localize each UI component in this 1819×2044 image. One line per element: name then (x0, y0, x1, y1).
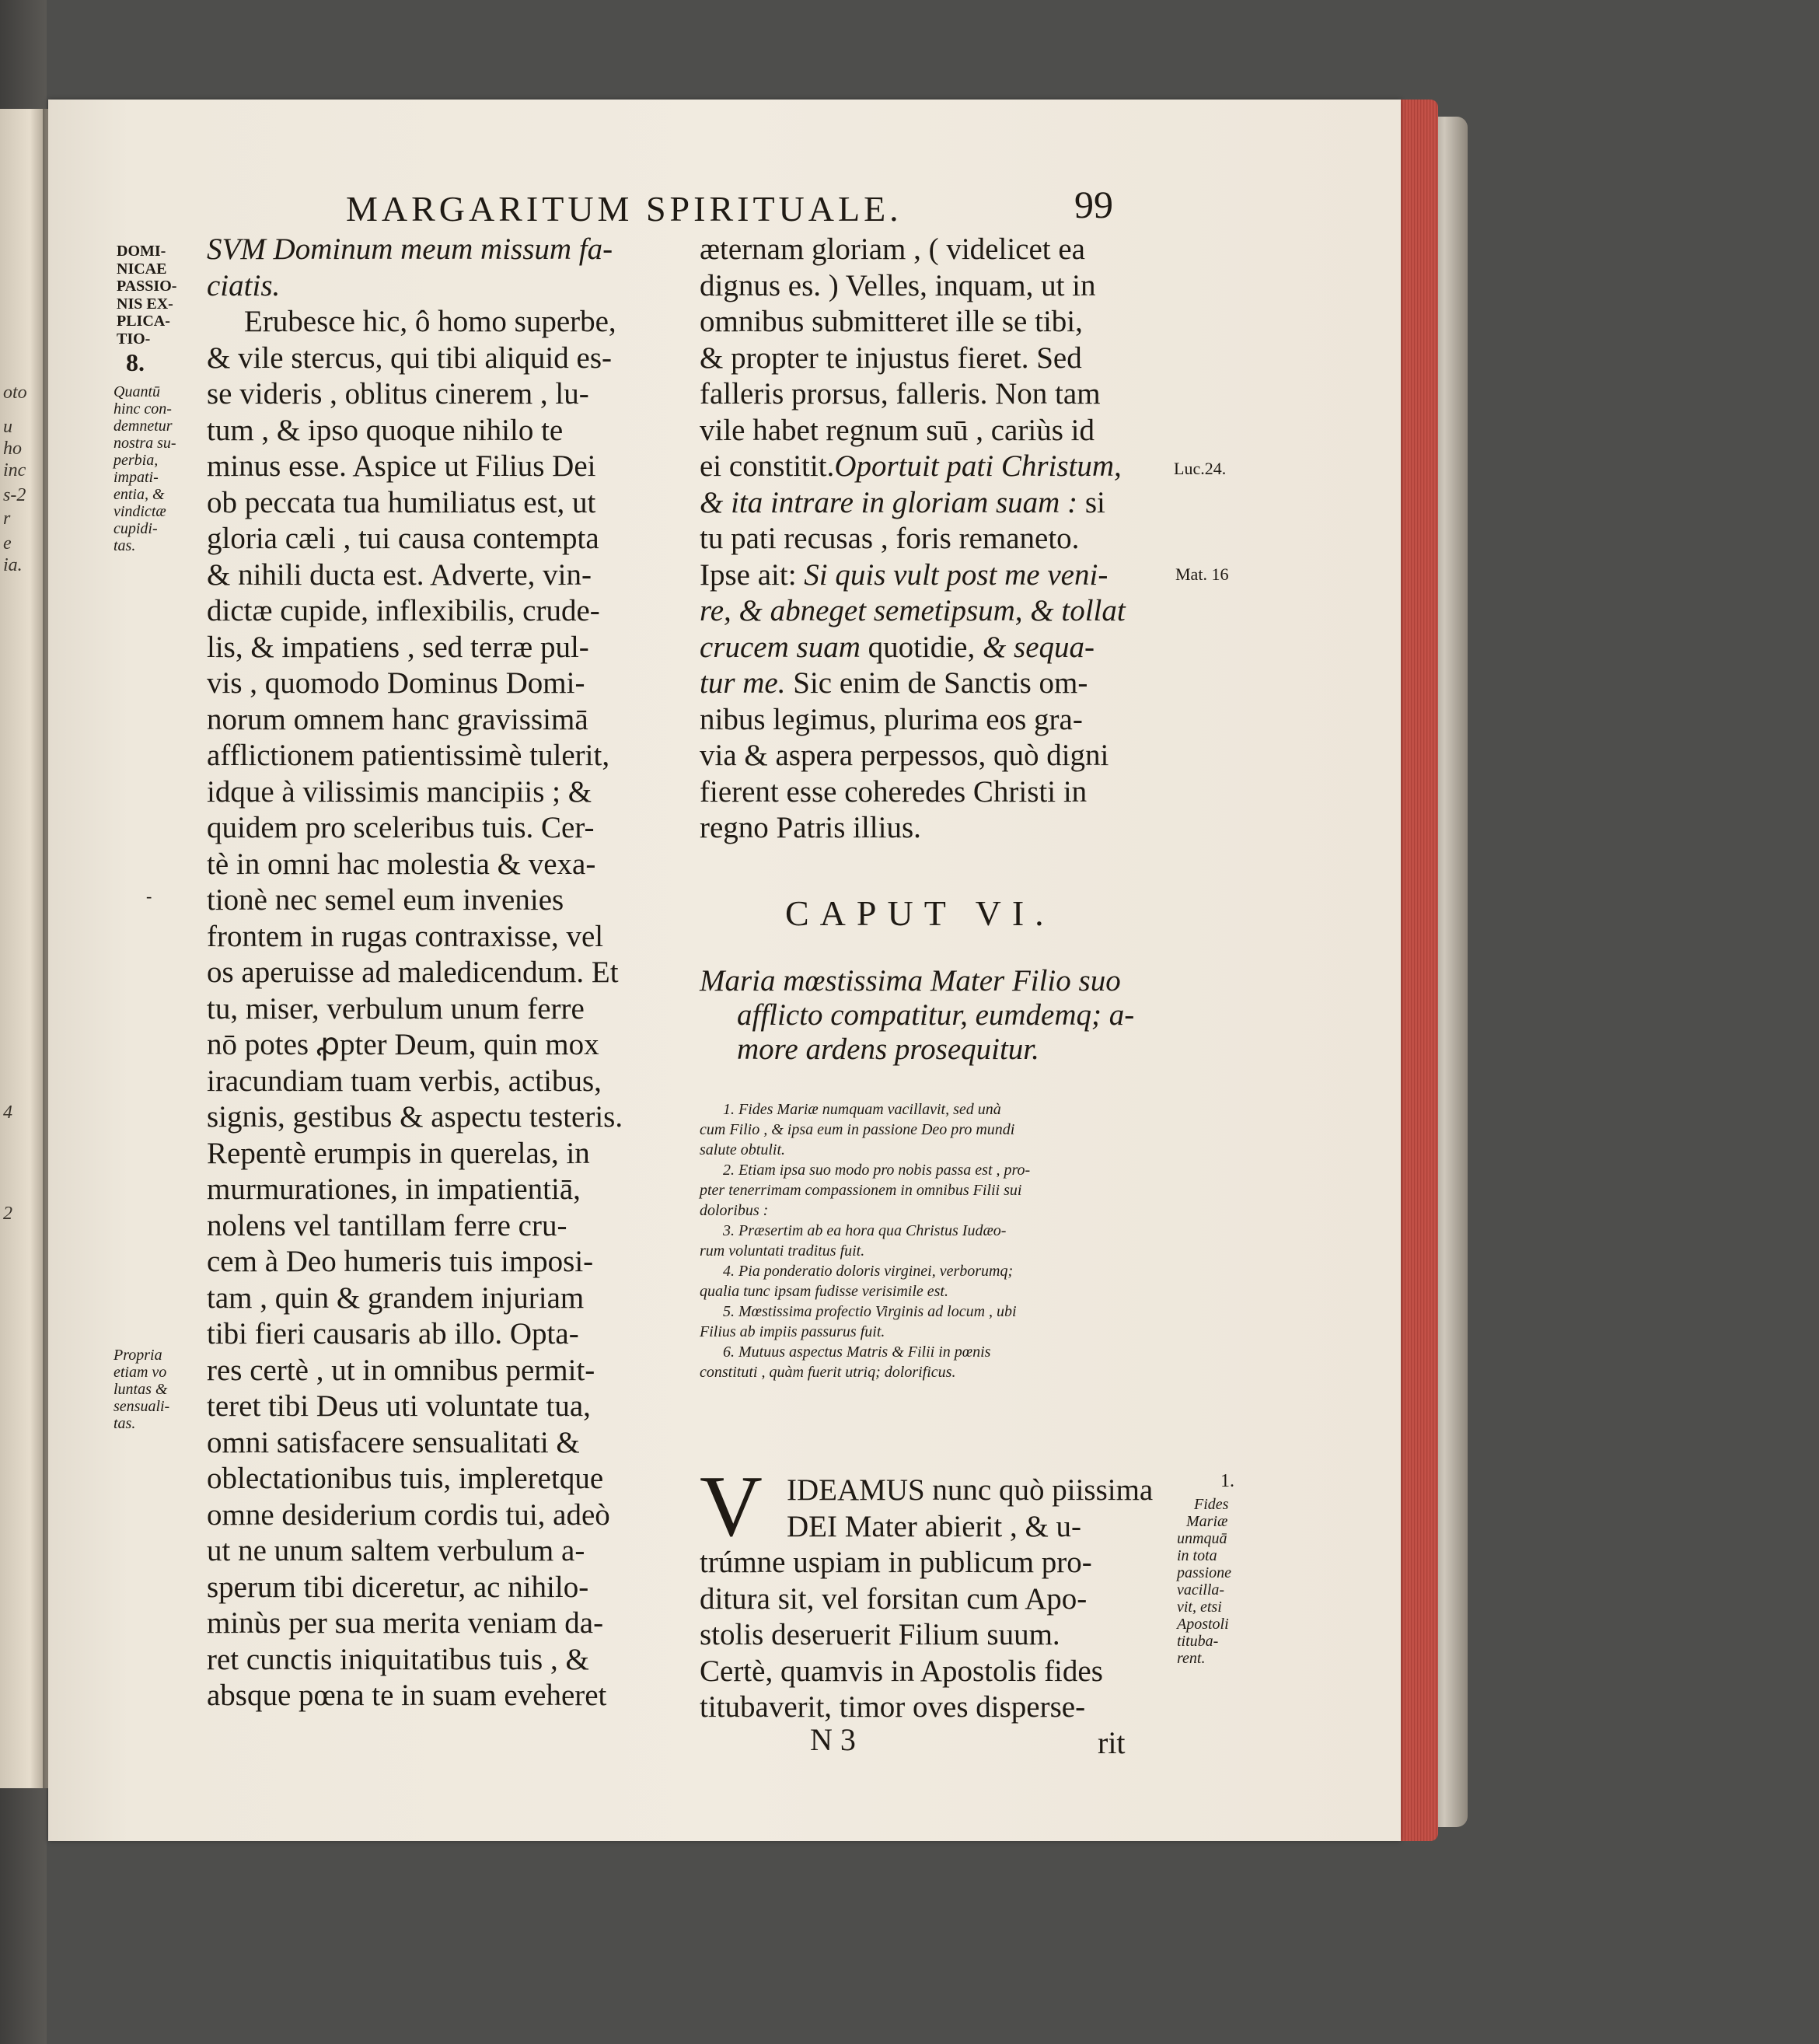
margin-line: in tota (1177, 1547, 1217, 1564)
text-line: tibi fieri causaris ab illo. Opta- (207, 1317, 579, 1350)
margin-line: Mariæ (1186, 1513, 1228, 1530)
text-line: gloria cæli , tui causa contempta (207, 522, 599, 555)
margin-line: perbia, (113, 452, 159, 469)
margin-line: luntas & (113, 1381, 168, 1398)
text-span: Sic enim de Sanctis om- (793, 666, 1088, 700)
prev-page-fragment: u (3, 417, 12, 437)
summary-item: 2. Etiam ipsa suo modo pro nobis passa est , pro- (723, 1162, 1031, 1179)
summary-item: 6. Mutuus aspectus Matris & Filii in pœnis (723, 1343, 991, 1361)
text-line (700, 630, 1126, 666)
book-page (48, 100, 1401, 1841)
summary-item: Filius ab impiis passurus fuit. (700, 1323, 885, 1340)
text-line (700, 449, 1126, 485)
text-line: Repentè erumpis in querelas, in (207, 1136, 590, 1170)
text-line: stolis deseruerit Filium suum. (700, 1618, 1060, 1651)
text-line (700, 557, 1126, 594)
text-line: nolens vel tantillam ferre cru- (207, 1208, 567, 1242)
text-line: idque à vilissimis mancipiis ; & (207, 774, 592, 809)
margin-line: PASSIO- (117, 278, 177, 295)
right-text-column (700, 232, 1126, 847)
text-line: ret cunctis iniquitatibus tuis , & (207, 1642, 589, 1676)
margin-line: vacilla- (1177, 1581, 1225, 1599)
scripture-quote: & ita intrare in gloriam suam : (700, 485, 1078, 519)
prev-page-fragment: r (3, 508, 11, 529)
margin-line: impati- (113, 469, 159, 486)
text-line: absque pœna te in suam eveheret (207, 1679, 607, 1712)
text-line: omnibus submitteret ille se tibi, (700, 305, 1083, 338)
margin-line: passione (1177, 1564, 1231, 1581)
margin-line: cupidi- (113, 520, 158, 537)
signature-mark: N 3 (810, 1722, 856, 1757)
margin-line: unmquā (1177, 1530, 1227, 1547)
text-span: si (1084, 485, 1105, 519)
text-line: nibus legimus, plurima eos gra- (700, 702, 1083, 736)
summary-item: 3. Præsertim ab ea hora qua Christus Iudæo- (723, 1222, 1007, 1239)
margin-line: sensuali- (113, 1398, 170, 1415)
left-margin-mark: - (146, 886, 152, 906)
summary-item: doloribus : (700, 1202, 769, 1219)
text-line: ditura sit, vel forsitan cum Apo- (700, 1581, 1088, 1616)
text-line: titubaverit, timor oves disperse- (700, 1690, 1086, 1724)
text-line: dignus es. ) Velles, inquam, ut in (700, 268, 1096, 302)
text-line: tum , & ipso quoque nihilo te (207, 413, 564, 447)
margin-line: Apostoli (1177, 1616, 1229, 1633)
margin-line: entia, & (113, 486, 165, 503)
prev-page-fragment: ho (3, 438, 22, 459)
text-line: afflictionem patientissimè tulerit, (207, 739, 610, 772)
red-page-edges (1396, 100, 1438, 1841)
text-line: teret tibi Deus uti voluntate tua, (207, 1389, 591, 1423)
summary-item: pter tenerrimam compassionem in omnibus Filii sui (700, 1182, 1022, 1199)
text-line: nō potes ꝓpter Deum, quin mox (207, 1028, 599, 1061)
summary-item: rum voluntati traditus fuit. (700, 1242, 865, 1260)
margin-line: nostra su- (113, 435, 176, 452)
margin-line: rent. (1177, 1650, 1206, 1667)
margin-note-number: 1. (1220, 1471, 1234, 1491)
summary-item: 1. Fides Mariæ numquam vacillavit, sed unà (723, 1101, 1001, 1118)
scripture-quote: Si quis vult post me veni- (804, 557, 1109, 592)
chapter-title: CAPUT VI. (785, 893, 1055, 933)
margin-line: etiam vo (113, 1364, 167, 1381)
prev-page-fragment: 4 (3, 1102, 12, 1123)
text-line: signis, gestibus & aspectu testeris. (207, 1100, 623, 1134)
margin-line: Quantū (113, 383, 160, 400)
text-line: SVM Dominum meum missum fa- (207, 232, 613, 266)
text-span: ei constitit. (700, 449, 835, 483)
text-line: norum omnem hanc gravissimā (207, 702, 588, 736)
text-line: tè in omni hac molestia & vexa- (207, 847, 596, 881)
text-line: cem à Deo humeris tuis imposi- (207, 1245, 594, 1278)
text-line (700, 485, 1126, 522)
prev-page-fragment: s-2 (3, 485, 26, 505)
margin-line: Fides (1194, 1496, 1229, 1513)
prev-page-fragment: 2 (3, 1204, 12, 1224)
chapter-summary (700, 964, 1134, 1067)
chapter-opening (787, 1473, 1153, 1545)
text-line (700, 666, 1126, 702)
margin-line: demnetur (113, 418, 173, 435)
prev-page-fragment: oto (3, 383, 27, 403)
text-line: tu, miser, verbulum unum ferre (207, 991, 585, 1025)
scripture-quote: Oportuit pati Christum, (834, 449, 1122, 483)
chapter-body (700, 1545, 1103, 1726)
text-line: minùs per sua merita veniam da- (207, 1606, 604, 1640)
summary-item: cum Filio , & ipsa eum in passione Deo pro mundi (700, 1121, 1015, 1138)
text-line: ciatis. (207, 268, 281, 302)
margin-line: vindictæ (113, 503, 166, 520)
text-line: fierent esse coheredes Christi in (700, 774, 1088, 809)
margin-reference-luke: Luc.24. (1174, 459, 1227, 478)
running-title: MARGARITUM SPIRITUALE. (346, 189, 903, 229)
margin-line: TIO- (117, 330, 151, 348)
margin-line: PLICA- (117, 313, 170, 330)
left-margin-note-2 (113, 1347, 169, 1432)
text-line: murmurationes, in impatientiā, (207, 1172, 581, 1206)
left-margin-note (113, 383, 176, 554)
text-line: & vile stercus, qui tibi aliquid es- (207, 341, 612, 375)
left-text-column (207, 232, 623, 1714)
text-line: vile habet regnum suū , cariùs id (700, 413, 1095, 447)
summary-item: qualia tunc ipsam fudisse verisimile est. (700, 1283, 948, 1300)
scripture-quote: & sequa- (982, 630, 1095, 664)
text-line: frontem in rugas contraxisse, vel (207, 919, 604, 953)
text-line: tionè nec semel eum invenies (207, 883, 564, 917)
text-span: quotidie, (868, 630, 976, 664)
text-line: omne desiderium cordis tui, adeò (207, 1497, 610, 1532)
text-line: ob peccata tua humiliatus est, ut (207, 485, 596, 519)
text-line: oblectationibus tuis, impleretque (207, 1462, 604, 1495)
summary-item: 5. Mœstissima profectio Virginis ad locum , ubi (723, 1303, 1017, 1320)
drop-cap: V (700, 1459, 763, 1555)
scripture-quote: tur me. (700, 666, 786, 700)
prev-page-fragment: ia. (3, 555, 23, 575)
text-line: sperum tibi diceretur, ac nihilo- (207, 1570, 589, 1604)
margin-line: tas. (113, 1415, 136, 1432)
scripture-quote: re, & abneget semetipsum, & tollat (700, 594, 1126, 627)
text-line: iracundiam tuam verbis, actibus, (207, 1064, 602, 1098)
text-line: quidem pro sceleribus tuis. Cer- (207, 811, 595, 844)
text-line: Certè, quamvis in Apostolis fides (700, 1654, 1103, 1688)
summary-line: more ardens prosequitur. (737, 1032, 1039, 1066)
left-margin-number: 8. (126, 348, 145, 376)
text-line: vis , quomodo Dominus Domi- (207, 666, 585, 700)
text-line: tu pati recusas , foris remaneto. (700, 522, 1080, 555)
text-line: regno Patris illius. (700, 811, 921, 844)
text-line: ut ne unum saltem verbulum a- (207, 1534, 585, 1567)
margin-line: vit, etsi (1177, 1599, 1222, 1616)
right-margin-note (1177, 1496, 1231, 1667)
margin-line: Propria (113, 1347, 162, 1364)
margin-line: tas. (113, 537, 136, 554)
text-line: omni satisfacere sensualitati & (207, 1425, 580, 1459)
summary-item: 4. Pia ponderatio doloris virginei, verborumq; (723, 1263, 1014, 1280)
text-line: res certè , ut in omnibus permit- (207, 1353, 595, 1387)
text-line: æternam gloriam , ( videlicet ea (700, 232, 1085, 266)
prev-page-fragment: inc (3, 460, 26, 480)
text-line: trúmne uspiam in publicum pro- (700, 1546, 1092, 1579)
catchword: rit (1098, 1725, 1126, 1760)
page-number: 99 (1074, 183, 1113, 226)
summary-item: constituti , quàm fuerit utriq; dolorificus. (700, 1364, 956, 1381)
text-span: Ipse ait: (700, 557, 797, 592)
summary-line: Maria mœstissima Mater Filio suo (700, 964, 1121, 998)
text-line: lis, & impatiens , sed terræ pul- (207, 630, 589, 664)
text-line: DEI Mater abierit , & u- (787, 1509, 1082, 1543)
text-line: minus esse. Aspice ut Filius Dei (207, 449, 596, 483)
margin-line: tituba- (1177, 1633, 1219, 1650)
scripture-quote: crucem suam (700, 630, 861, 664)
left-margin-heading (117, 243, 176, 348)
previous-page-edge (0, 109, 43, 1788)
summary-item: salute obtulit. (700, 1141, 785, 1158)
prev-page-fragment: e (3, 533, 12, 554)
text-line: falleris prorsus, falleris. Non tam (700, 377, 1101, 411)
text-line: & nihili ducta est. Adverte, vin- (207, 557, 592, 592)
margin-line: NICAE (117, 260, 167, 278)
text-line: & propter te injustus fieret. Sed (700, 341, 1082, 375)
summary-line: afflicto compatitur, eumdemq; a- (737, 998, 1135, 1032)
text-line: tam , quin & grandem injuriam (207, 1281, 585, 1315)
text-line: os aperuisse ad maledicendum. Et (207, 956, 619, 989)
summary-items (700, 1099, 1030, 1382)
text-line: Erubesce hic, ô homo superbe, (244, 305, 616, 338)
text-line: IDEAMUS nunc quò piissima (787, 1473, 1154, 1507)
text-line: se videris , oblitus cinerem , lu- (207, 377, 589, 411)
text-line: via & aspera perpessos, quò digni (700, 739, 1109, 772)
margin-reference-matthew: Mat. 16 (1175, 564, 1229, 584)
margin-line: hinc con- (113, 400, 172, 418)
margin-line: DOMI- (117, 243, 166, 260)
text-line: dictæ cupide, inflexibilis, crude- (207, 594, 600, 627)
margin-line: NIS EX- (117, 295, 173, 313)
